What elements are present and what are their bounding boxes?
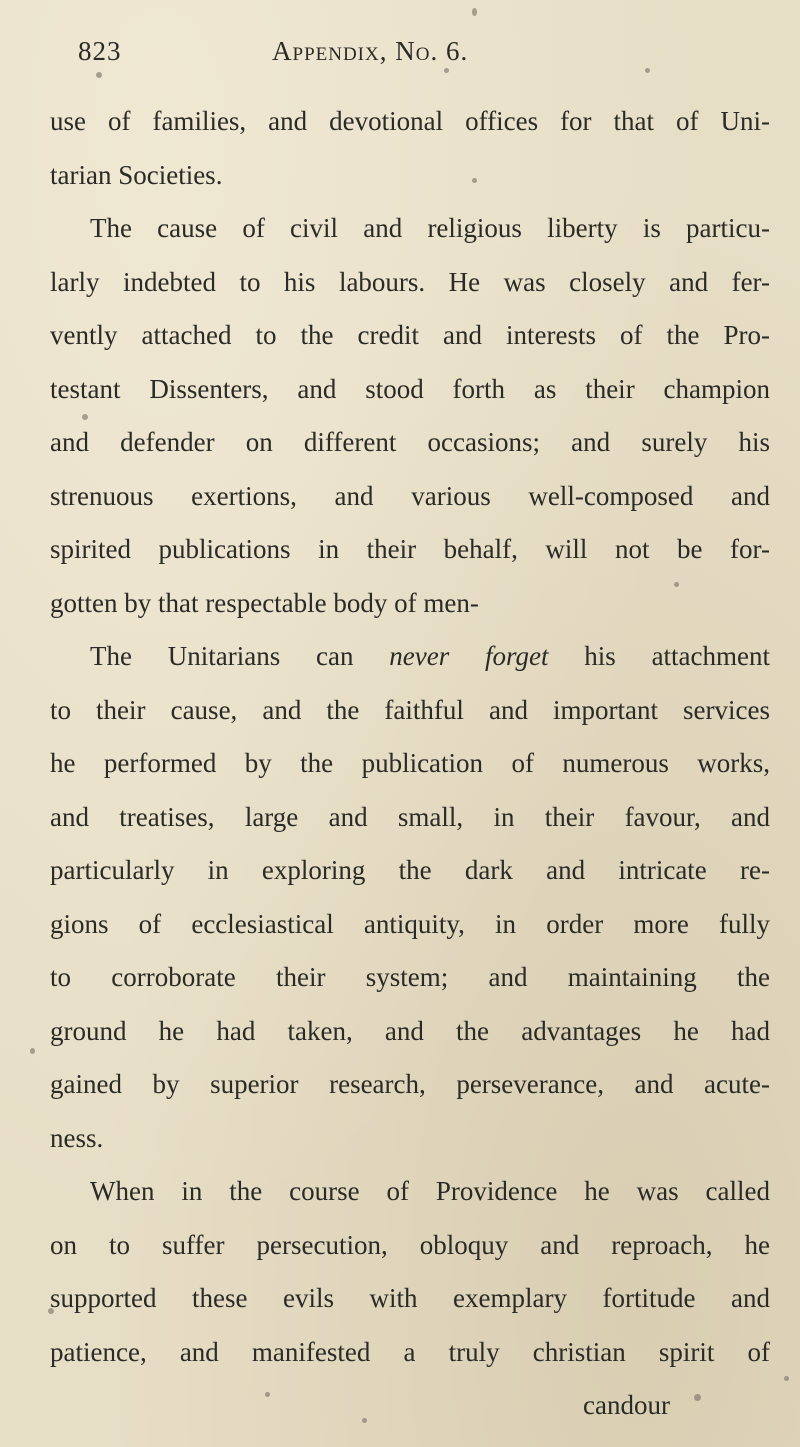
text-line: ground he had taken, and the advantages he had xyxy=(50,1015,770,1046)
text-line: particularly in exploring the dark and intricate re- xyxy=(50,855,770,885)
text-line: gotten by that respectable body of men- xyxy=(50,587,479,618)
text-line: gained by superior research, perseverance, and acute- xyxy=(50,1069,770,1099)
text-line: The cause of civil and religious liberty is particu- xyxy=(90,213,770,243)
catchword: candour xyxy=(583,1390,670,1420)
ink-speck xyxy=(472,8,477,16)
text-line: gions of ecclesiastical antiquity, in order more fully xyxy=(50,908,770,939)
italic-phrase: never forget xyxy=(389,641,549,671)
text-line: on to suffer persecution, obloquy and reproach, he xyxy=(50,1229,770,1260)
text-line: strenuous exertions, and various well-composed and xyxy=(50,480,770,511)
text-line: vently attached to the credit and interests of the Pro- xyxy=(50,320,770,350)
text-line: spirited publications in their behalf, will not be for- xyxy=(50,534,770,564)
text-line: tarian Societies. xyxy=(50,159,223,190)
text-line: larly indebted to his labours. He was closely and fer- xyxy=(50,266,770,297)
text-line: and treatises, large and small, in their favour, and xyxy=(50,801,770,832)
page-header xyxy=(60,36,760,76)
text-line: testant Dissenters, and stood forth as their champion xyxy=(50,373,770,404)
page-number: 823 xyxy=(78,36,122,66)
text-segment: his attachment xyxy=(548,641,771,671)
text-line: When in the course of Providence he was called xyxy=(90,1176,770,1206)
text-line: and defender on different occasions; and surely his xyxy=(50,427,770,457)
text-line xyxy=(50,630,770,684)
text-line: ness. xyxy=(50,1122,104,1153)
text-line: he performed by the publication of numerous works, xyxy=(50,748,770,778)
text-line: patience, and manifested a truly christian spirit of xyxy=(50,1336,770,1367)
body-text xyxy=(50,95,770,1433)
text-line: to corroborate their system; and maintaining the xyxy=(50,962,770,992)
ink-speck xyxy=(30,1048,35,1054)
text-line: supported these evils with exemplary fortitude and xyxy=(50,1283,770,1313)
ink-speck xyxy=(784,1376,789,1381)
text-line: to their cause, and the faithful and important services xyxy=(50,694,770,725)
text-segment: The Unitarians can xyxy=(90,641,354,671)
running-head: Appendix, No. 6. xyxy=(272,36,469,66)
text-line: use of families, and devotional offices for that of Uni- xyxy=(50,106,770,136)
